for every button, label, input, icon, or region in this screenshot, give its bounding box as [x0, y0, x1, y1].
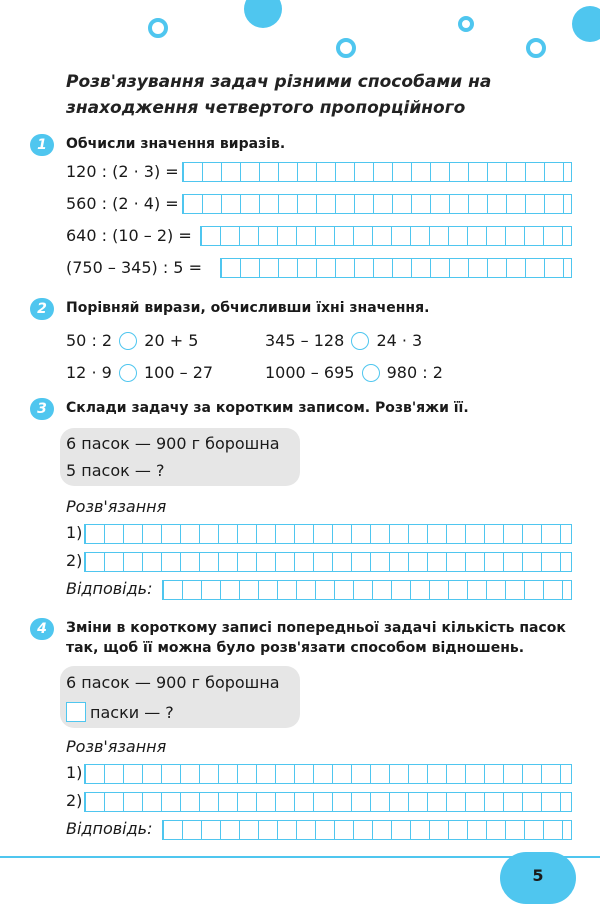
solution-label: Розв'язання [66, 497, 167, 516]
decor-ring [336, 38, 356, 58]
compare-pair [66, 331, 198, 350]
answer-label: Відповідь: [66, 819, 153, 838]
compare-left: 345 – 128 [265, 331, 345, 350]
compare-circle[interactable] [119, 364, 137, 382]
short-record-line: 6 пасок — 900 г борошна [66, 434, 280, 453]
solution-grid[interactable] [84, 792, 572, 812]
solution-row-label: 1) [66, 523, 83, 542]
decor-ring [148, 18, 168, 38]
short-record-line [66, 702, 174, 722]
task3-text: Склади задачу за коротким записом. Розв'яжи її. [66, 400, 469, 416]
task-number-badge: 1 [30, 134, 54, 156]
page-number: 5 [500, 852, 576, 904]
task4-text-line2: так, щоб її можна було розв'язати способом відношень. [66, 640, 525, 656]
solution-grid[interactable] [84, 524, 572, 544]
solution-grid[interactable] [84, 552, 572, 572]
compare-circle[interactable] [119, 332, 137, 350]
short-record-text: паски — ? [90, 703, 174, 722]
answer-grid[interactable] [220, 258, 572, 278]
task-number-badge: 2 [30, 298, 54, 320]
task4-text-line1: Зміни в короткому записі попередньої задачі кількість пасок [66, 620, 566, 636]
solution-row-label: 2) [66, 791, 83, 810]
decor-circle [572, 6, 600, 42]
compare-pair [265, 363, 443, 382]
task1-text: Обчисли значення виразів. [66, 136, 286, 152]
compare-left: 1000 – 695 [265, 363, 355, 382]
answer-grid[interactable] [182, 162, 572, 182]
short-record-line: 6 пасок — 900 г борошна [66, 673, 280, 692]
compare-circle[interactable] [362, 364, 380, 382]
solution-row-label: 2) [66, 551, 83, 570]
task1-expression: (750 – 345) : 5 = [66, 258, 202, 277]
solution-grid[interactable] [84, 764, 572, 784]
compare-pair [66, 363, 213, 382]
answer-grid[interactable] [162, 580, 572, 600]
compare-left: 12 · 9 [66, 363, 112, 382]
decor-ring [458, 16, 474, 32]
solution-row-label: 1) [66, 763, 83, 782]
short-record-line: 5 пасок — ? [66, 461, 165, 480]
compare-right: 20 + 5 [144, 331, 199, 350]
decor-circle [244, 0, 282, 28]
compare-right: 100 – 27 [143, 363, 214, 382]
compare-right: 24 · 3 [376, 331, 423, 350]
task2-text: Порівняй вирази, обчисливши їхні значення. [66, 300, 430, 316]
compare-pair [265, 331, 422, 350]
task1-expression: 120 : (2 · 3) = [66, 162, 179, 181]
compare-left: 50 : 2 [66, 331, 113, 350]
decor-ring [526, 38, 546, 58]
blank-square-input[interactable] [66, 702, 86, 722]
task1-expression: 640 : (10 – 2) = [66, 226, 192, 245]
compare-right: 980 : 2 [386, 363, 443, 382]
page-title-line1: Розв'язування задач різними способами на [66, 72, 492, 92]
solution-label: Розв'язання [66, 737, 167, 756]
answer-label: Відповідь: [66, 579, 153, 598]
compare-circle[interactable] [351, 332, 369, 350]
answer-grid[interactable] [200, 226, 572, 246]
answer-grid[interactable] [162, 820, 572, 840]
page-title-line2: знаходження четвертого пропорційного [66, 98, 466, 118]
task1-expression: 560 : (2 · 4) = [66, 194, 179, 213]
task-number-badge: 3 [30, 398, 54, 420]
answer-grid[interactable] [182, 194, 572, 214]
task-number-badge: 4 [30, 618, 54, 640]
